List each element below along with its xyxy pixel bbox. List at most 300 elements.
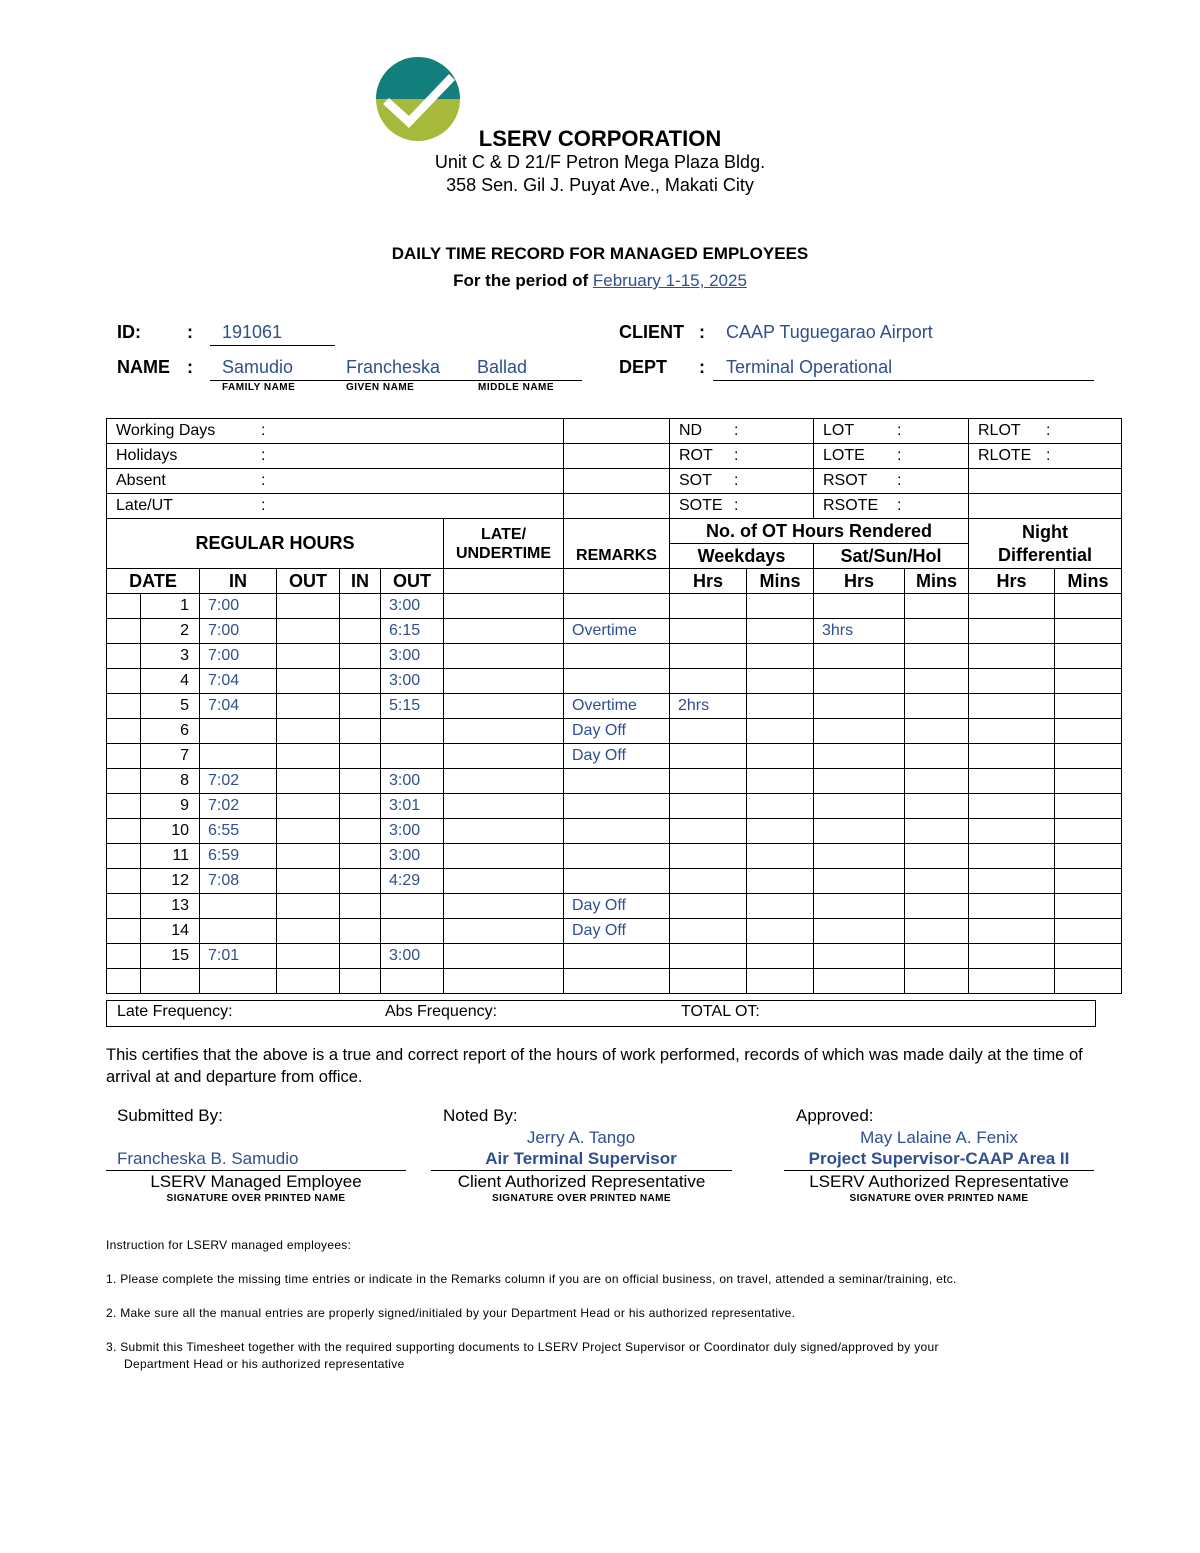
remarks-cell: Day Off [564,919,670,944]
night-mins-cell [1055,944,1122,969]
submitted-by-role: LSERV Managed Employee [150,1172,362,1191]
table-row [107,944,1122,969]
night-mins-cell [1055,794,1122,819]
table-row [107,894,1122,919]
night-mins-cell [1055,744,1122,769]
night-hrs-header: Hrs [969,569,1055,594]
nd-cell [670,419,814,444]
nd-label: ND [679,422,703,439]
id-label: ID: [117,322,141,342]
time-out-2-cell: 3:00 [381,769,444,794]
satsun-mins-cell [905,594,969,619]
satsun-mins-cell [905,819,969,844]
night-mins-cell [1055,919,1122,944]
day-cell: 8 [141,769,200,794]
time-in-2-cell [340,894,381,919]
time-in-cell: 6:55 [200,819,277,844]
satsun-mins-cell [905,944,969,969]
working-days-cell [107,419,564,444]
remarks-cell [564,794,670,819]
late-undertime-cell [444,694,564,719]
satsun-hrs-cell [814,744,905,769]
row-mark-cell [107,869,141,894]
night-hrs-cell [969,844,1055,869]
time-in-2-cell [340,819,381,844]
time-out-cell [277,619,340,644]
table-row [107,919,1122,944]
given-name-value: Francheska [346,357,441,377]
time-out-cell [277,894,340,919]
remarks-cell [564,644,670,669]
header-row-1 [107,519,1122,544]
late-undertime-cell [444,944,564,969]
satsun-mins-cell [905,844,969,869]
out-header-2: OUT [381,569,444,594]
night-hrs-cell [969,769,1055,794]
period-value: February 1-15, 2025 [592,271,747,290]
remarks-cell [564,819,670,844]
rlote-cell [969,444,1122,469]
absent-cell [107,469,564,494]
noted-signature-caption: SIGNATURE OVER PRINTED NAME [492,1193,671,1204]
night-mins-cell [1055,969,1122,994]
time-out-2-cell: 6:15 [381,619,444,644]
remarks-header: REMARKS [564,544,670,569]
out-header-1: OUT [277,569,340,594]
time-in-cell: 7:00 [200,644,277,669]
satsun-hrs-cell [814,644,905,669]
summary-blank [564,469,670,494]
time-out-cell [277,969,340,994]
table-row [107,619,1122,644]
rlot-label: RLOT [978,422,1021,439]
late-undertime-cell [444,619,564,644]
table-row [107,669,1122,694]
late-ut-cell [107,494,564,519]
late-frequency-label: Late Frequency: [117,1003,233,1020]
approved-by-title: Project Supervisor-CAAP Area II [808,1149,1070,1168]
weekdays-hrs-cell [670,894,747,919]
time-in-cell: 7:04 [200,694,277,719]
colon-text: : [261,447,266,464]
row-mark-cell [107,719,141,744]
night-mins-cell [1055,594,1122,619]
name-underline [210,380,582,381]
satsun-mins-cell [905,969,969,994]
weekdays-mins-cell [747,894,814,919]
day-cell: 10 [141,819,200,844]
time-in-cell [200,894,277,919]
late-undertime-cell [444,769,564,794]
time-out-cell [277,819,340,844]
summary-row-2 [107,444,1122,469]
summary-blank [564,494,670,519]
night-hrs-cell [969,794,1055,819]
row-mark-cell [107,744,141,769]
time-in-cell: 7:00 [200,594,277,619]
late-header-line2: UNDERTIME [455,544,552,562]
approved-label: Approved: [796,1106,874,1125]
time-in-2-cell [340,769,381,794]
remarks-header-top [564,519,670,544]
id-value: 191061 [222,322,283,342]
satsun-hrs-cell [814,894,905,919]
time-in-2-cell [340,669,381,694]
table-row [107,644,1122,669]
night-hrs-cell [969,919,1055,944]
noted-by-role: Client Authorized Representative [457,1172,706,1191]
weekdays-hrs-cell [670,794,747,819]
night-mins-cell [1055,844,1122,869]
remarks-cell [564,944,670,969]
family-name-caption: FAMILY NAME [222,382,296,393]
time-in-2-cell [340,794,381,819]
time-out-2-cell: 3:00 [381,844,444,869]
time-out-2-cell: 3:00 [381,669,444,694]
remarks-cell [564,869,670,894]
weekdays-hrs-cell [670,769,747,794]
night-hrs-cell [969,644,1055,669]
time-out-cell [277,644,340,669]
absent-label: Absent [116,472,166,489]
day-cell: 11 [141,844,200,869]
summary-blank [564,444,670,469]
time-in-cell [200,744,277,769]
satsun-hrs-cell [814,769,905,794]
weekdays-mins-cell [747,769,814,794]
satsun-hrs-cell [814,719,905,744]
row-mark-cell [107,644,141,669]
satsun-mins-cell [905,669,969,694]
remarks-cell: Overtime [564,694,670,719]
frequency-summary [106,1000,1096,1027]
time-out-cell [277,694,340,719]
weekdays-mins-header: Mins [747,569,814,594]
time-in-2-cell [340,744,381,769]
instruction-item-3-continued: Department Head or his authorized representative [124,1357,405,1371]
colon-text: : [734,472,739,489]
night-hrs-cell [969,819,1055,844]
id-colon: : [187,322,193,342]
noted-signature-line [431,1170,732,1171]
holidays-label: Holidays [116,447,178,464]
time-in-cell: 7:02 [200,769,277,794]
remarks-cell: Overtime [564,619,670,644]
holidays-cell [107,444,564,469]
day-cell: 15 [141,944,200,969]
regular-hours-header: REGULAR HOURS [107,519,444,569]
colon-text: : [261,422,266,439]
night-differential-header [969,519,1122,569]
dept-underline [713,380,1094,381]
rlote-label: RLOTE [978,447,1032,464]
given-name-caption: GIVEN NAME [346,382,415,393]
weekdays-hrs-cell [670,719,747,744]
time-out-2-cell: 4:29 [381,869,444,894]
satsun-mins-cell [905,894,969,919]
colon-text: : [261,472,266,489]
satsun-hrs-cell [814,944,905,969]
time-out-2-cell [381,894,444,919]
satsun-mins-cell [905,619,969,644]
rot-cell [670,444,814,469]
time-out-cell [277,669,340,694]
night-hrs-cell [969,619,1055,644]
weekdays-mins-cell [747,819,814,844]
late-undertime-cell [444,869,564,894]
time-out-2-cell [381,969,444,994]
time-out-cell [277,869,340,894]
late-undertime-cell [444,719,564,744]
time-in-cell: 7:08 [200,869,277,894]
night-mins-cell [1055,619,1122,644]
weekdays-hrs-cell [670,669,747,694]
time-in-cell [200,719,277,744]
table-row [107,769,1122,794]
satsun-hrs-cell [814,969,905,994]
approved-signature-caption: SIGNATURE OVER PRINTED NAME [849,1193,1029,1204]
late-undertime-cell [444,794,564,819]
time-in-cell: 7:04 [200,669,277,694]
satsun-hrs-cell [814,819,905,844]
row-mark-cell [107,619,141,644]
time-out-cell [277,919,340,944]
satsun-hrs-cell [814,694,905,719]
day-cell: 12 [141,869,200,894]
late-undertime-cell [444,594,564,619]
night-header-line1: Night [1022,521,1068,542]
middle-name-caption: MIDDLE NAME [478,382,555,393]
sot-cell [670,469,814,494]
noted-by-label: Noted By: [443,1106,518,1125]
abs-frequency-label: Abs Frequency: [385,1003,498,1020]
night-mins-cell [1055,869,1122,894]
lot-cell [814,419,969,444]
colon-text: : [897,447,902,464]
table-row [107,969,1122,994]
sot-label: SOT [679,472,712,489]
row-mark-cell [107,919,141,944]
summary-row-1 [107,419,1122,444]
satsun-hrs-cell [814,794,905,819]
weekdays-hrs-cell [670,619,747,644]
document-title: DAILY TIME RECORD FOR MANAGED EMPLOYEES [391,244,809,263]
approved-by-name: May Lalaine A. Fenix [860,1128,1018,1147]
date-header: DATE [107,569,200,594]
lote-cell [814,444,969,469]
time-in-2-cell [340,969,381,994]
time-in-cell: 6:59 [200,844,277,869]
late-undertime-cell [444,819,564,844]
day-cell: 1 [141,594,200,619]
colon-text: : [734,422,739,439]
row-mark-cell [107,844,141,869]
night-hrs-cell [969,869,1055,894]
satsun-mins-cell [905,744,969,769]
time-in-cell [200,969,277,994]
satsun-mins-cell [905,694,969,719]
instruction-item-3: 3. Submit this Timesheet together with the required supporting documents to LSERV Project Supervisor or Coordinator duly signed/approved by your [106,1340,939,1354]
period-label: For the period of [453,271,589,290]
remarks-cell: Day Off [564,894,670,919]
night-mins-cell [1055,819,1122,844]
weekdays-mins-cell [747,869,814,894]
time-in-cell: 7:00 [200,619,277,644]
late-undertime-cell [444,969,564,994]
night-hrs-cell [969,694,1055,719]
day-cell: 13 [141,894,200,919]
client-value: CAAP Tuguegarao Airport [726,322,933,342]
remarks-cell [564,769,670,794]
time-in-2-cell [340,694,381,719]
day-cell: 7 [141,744,200,769]
in-header-2: IN [340,569,381,594]
weekdays-hrs-cell [670,919,747,944]
rsote-cell [814,494,969,519]
summary-row-3 [107,469,1122,494]
header-row-3 [107,569,1122,594]
late-header-line1: LATE/ [480,525,527,543]
lote-label: LOTE [823,447,865,464]
instruction-item-2: 2. Make sure all the manual entries are properly signed/initialed by your Department Head or his authorized representative. [106,1306,796,1320]
day-cell: 9 [141,794,200,819]
table-row [107,719,1122,744]
weekdays-mins-cell [747,944,814,969]
satsun-hrs-header: Hrs [814,569,905,594]
table-row [107,694,1122,719]
weekdays-hrs-cell [670,594,747,619]
weekdays-hrs-cell [670,869,747,894]
time-out-cell [277,844,340,869]
dept-value: Terminal Operational [726,357,893,377]
weekdays-mins-cell [747,719,814,744]
table-row [107,819,1122,844]
time-out-2-cell: 3:00 [381,594,444,619]
time-out-2-cell [381,744,444,769]
noted-by-name: Jerry A. Tango [526,1128,636,1147]
time-out-cell [277,594,340,619]
sote-cell [670,494,814,519]
time-out-cell [277,794,340,819]
weekdays-hrs-header: Hrs [670,569,747,594]
late-undertime-cell [444,844,564,869]
night-mins-header: Mins [1055,569,1122,594]
satsun-hrs-cell [814,919,905,944]
night-header-line2: Differential [997,544,1093,565]
summary-blank [969,469,1122,494]
night-hrs-cell [969,669,1055,694]
weekdays-mins-cell [747,644,814,669]
night-mins-cell [1055,719,1122,744]
rot-label: ROT [679,447,713,464]
night-hrs-cell [969,719,1055,744]
late-undertime-cell [444,894,564,919]
night-mins-cell [1055,694,1122,719]
remarks-cell [564,969,670,994]
late-blank-header [444,569,564,594]
time-out-cell [277,769,340,794]
time-in-2-cell [340,844,381,869]
instruction-item-1: 1. Please complete the missing time entries or indicate in the Remarks column if you are on official business, on travel, attended a seminar/training, etc. [106,1272,957,1286]
time-in-2-cell [340,919,381,944]
time-out-2-cell: 3:00 [381,944,444,969]
rsot-label: RSOT [823,472,868,489]
rlot-cell [969,419,1122,444]
remarks-cell [564,669,670,694]
approved-by-role: LSERV Authorized Representative [809,1172,1069,1191]
night-hrs-cell [969,894,1055,919]
lot-label: LOT [823,422,855,439]
weekdays-hrs-cell [670,969,747,994]
time-out-cell [277,944,340,969]
satsun-mins-cell [905,719,969,744]
day-cell: 6 [141,719,200,744]
client-colon: : [699,322,705,342]
satsun-mins-cell [905,644,969,669]
table-row [107,844,1122,869]
in-header-1: IN [200,569,277,594]
satsun-hrs-cell [814,594,905,619]
remarks-cell [564,594,670,619]
row-mark-cell [107,819,141,844]
id-underline [210,345,335,346]
remarks-blank-header [564,569,670,594]
weekdays-mins-cell [747,969,814,994]
sote-label: SOTE [679,497,723,514]
satsun-hrs-cell: 3hrs [814,619,905,644]
colon-text: : [897,472,902,489]
satsun-mins-cell [905,869,969,894]
satsun-mins-header: Mins [905,569,969,594]
weekdays-mins-cell [747,594,814,619]
satsun-mins-cell [905,794,969,819]
colon-text: : [1046,422,1051,439]
time-in-2-cell [340,644,381,669]
noted-by-title: Air Terminal Supervisor [485,1149,677,1168]
night-hrs-cell [969,969,1055,994]
late-undertime-cell [444,644,564,669]
day-cell: 2 [141,619,200,644]
ot-rendered-header: No. of OT Hours Rendered [670,519,969,544]
weekdays-mins-cell [747,694,814,719]
night-mins-cell [1055,894,1122,919]
late-undertime-cell [444,669,564,694]
weekdays-hrs-cell: 2hrs [670,694,747,719]
night-hrs-cell [969,594,1055,619]
summary-blank [969,494,1122,519]
remarks-cell: Day Off [564,719,670,744]
late-undertime-header [444,519,564,569]
name-colon: : [187,357,193,377]
time-out-2-cell: 3:00 [381,644,444,669]
weekdays-header: Weekdays [670,544,814,569]
row-mark-cell [107,669,141,694]
late-ut-label: Late/UT [116,497,173,514]
day-cell [141,969,200,994]
night-mins-cell [1055,669,1122,694]
certification-text: This certifies that the above is a true and correct report of the hours of work performed, records of which was made daily at the time of arrival at and departure from office. [106,1046,1083,1086]
colon-text: : [897,497,902,514]
client-label: CLIENT [619,322,684,342]
family-name-value: Samudio [222,357,294,377]
weekdays-hrs-cell [670,644,747,669]
satsun-hrs-cell [814,869,905,894]
time-record-table [106,418,1122,994]
total-ot-label: TOTAL OT: [681,1003,760,1020]
remarks-cell: Day Off [564,744,670,769]
late-undertime-cell [444,744,564,769]
time-in-2-cell [340,719,381,744]
